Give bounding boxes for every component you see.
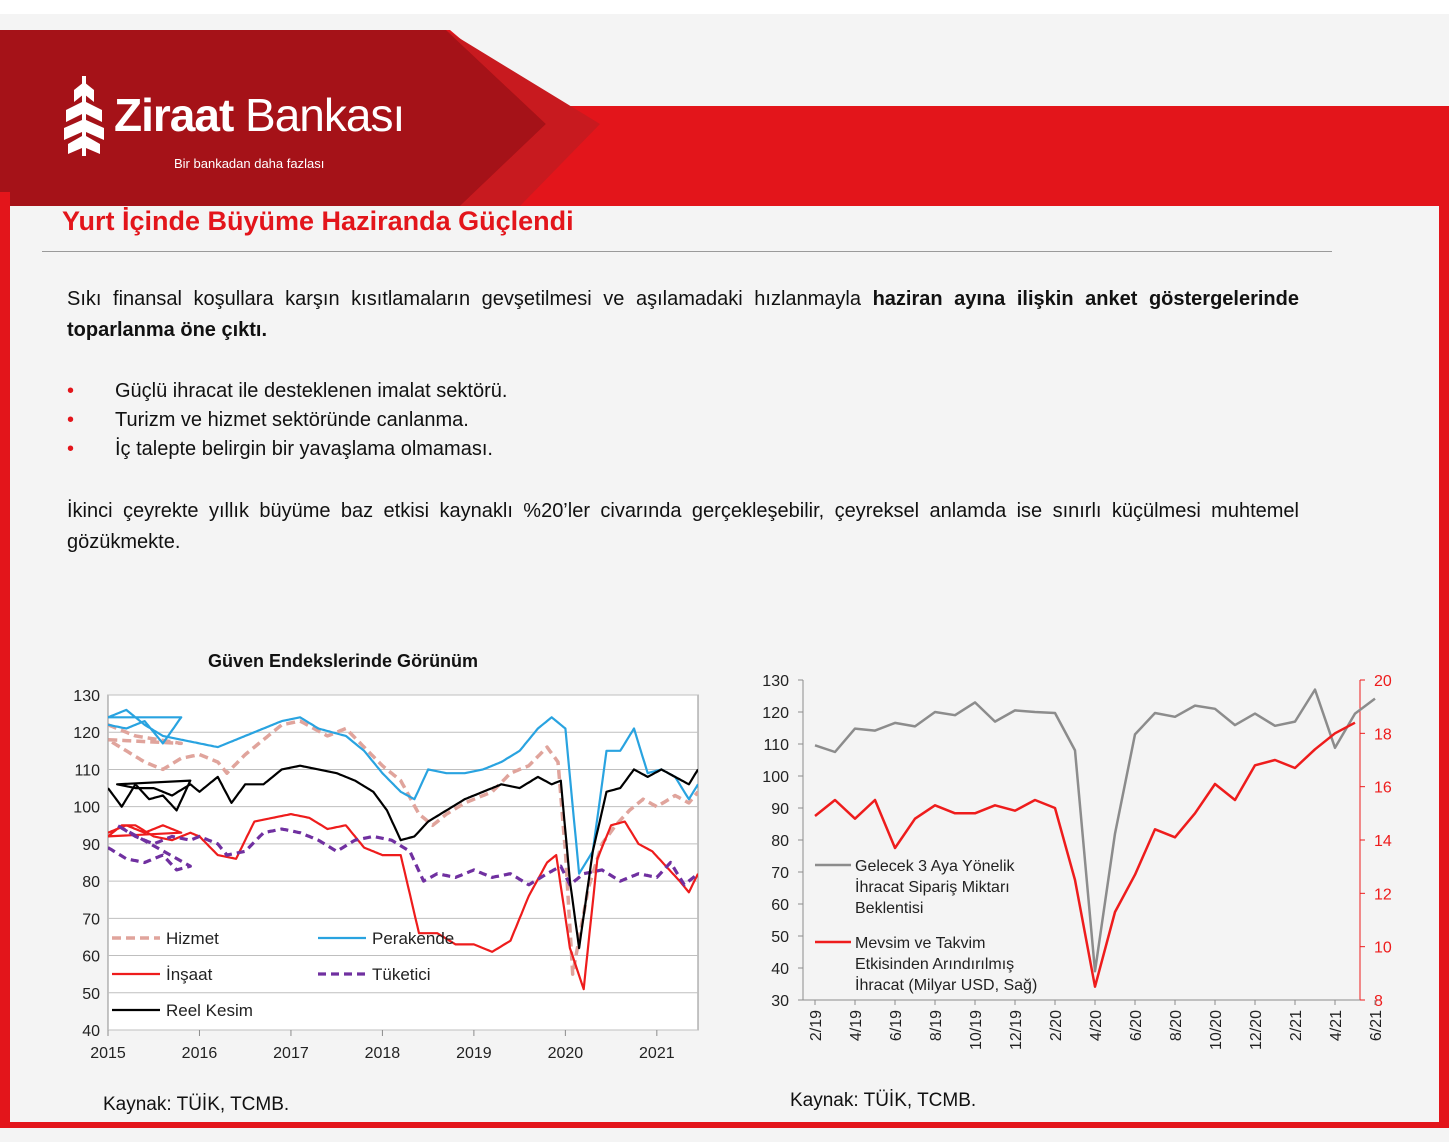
y-tick-label: 100 [73,799,100,817]
legend-label: Reel Kesim [166,1001,253,1020]
legend-label [855,935,1037,994]
y-left-tick-label: 30 [771,993,789,1010]
y-tick-label: 90 [82,836,100,854]
x-tick-label: 2016 [181,1045,218,1062]
brand-name: Ziraat Bankası [114,89,405,141]
x-tick-label: 6/19 [888,1010,905,1042]
border-right [1439,192,1449,1128]
y-right-tick-label: 12 [1374,886,1392,904]
export-chart [745,666,1435,1090]
x-tick-label: 2021 [639,1045,675,1062]
y-tick-label: 110 [74,762,100,780]
x-tick-label: 4/20 [1088,1010,1105,1042]
source-note-right: Kaynak: TÜİK, TCMB. [790,1090,977,1111]
intro-highlight: haziran ayına ilişkin anket göstergelerinde toparlanma öne çıktı. [67,288,1299,341]
list-item: • Turizm ve hizmet sektöründe canlanma. [67,406,507,435]
y-tick-label: 60 [82,948,100,966]
x-tick-label: 4/19 [848,1010,865,1042]
x-tick-label: 2020 [547,1045,584,1062]
legend-label-line: Mevsim ve Takvim [855,935,986,952]
x-tick-label: 12/19 [1008,1010,1025,1051]
y-right-tick-label: 8 [1374,993,1383,1010]
series-line-export-expectations [815,690,1375,972]
y-tick-label: 50 [82,985,100,1003]
legend-label-line: İhracat Sipariş Miktarı [855,879,1010,896]
x-tick-label: 4/21 [1328,1010,1345,1042]
x-tick-label: 6/21 [1368,1010,1385,1042]
x-tick-label: 2/20 [1048,1010,1065,1042]
y-left-tick-label: 100 [762,769,789,786]
legend-label [855,858,1016,917]
x-tick-label: 2/19 [808,1010,825,1042]
y-tick-label: 70 [82,911,100,929]
y-right-tick-label: 20 [1374,673,1392,690]
list-item: • İç talepte belirgin bir yavaşlama olmaması. [67,435,507,464]
y-left-tick-label: 50 [771,929,789,946]
legend-label-line: Etkisinden Arındırılmış [855,956,1015,973]
y-left-tick-label: 120 [762,705,789,722]
y-left-tick-label: 130 [762,673,789,690]
title-divider [42,251,1332,252]
bullet-marker: • [67,380,75,402]
y-left-tick-label: 40 [771,961,789,978]
x-tick-label: 2/21 [1288,1010,1305,1042]
y-left-tick-label: 90 [771,801,789,818]
x-tick-label: 8/20 [1168,1010,1185,1042]
y-left-tick-label: 110 [763,737,789,754]
legend-label-line: Gelecek 3 Aya Yönelik [855,858,1015,875]
border-left [0,192,10,1128]
brand-tagline: Bir bankadan daha fazlası [174,156,325,171]
wheat-logo-icon [62,72,106,158]
legend-label: İnşaat [166,965,213,984]
list-item: • Güçlü ihracat ile desteklenen imalat sektörü. [67,377,507,406]
x-tick-label: 10/20 [1208,1010,1225,1051]
legend-label: Perakende [372,929,455,948]
border-bottom [0,1122,1449,1128]
x-tick-label: 2015 [90,1045,126,1062]
y-tick-label: 80 [82,874,100,892]
y-left-tick-label: 80 [771,833,789,850]
page-title: Yurt İçinde Büyüme Haziranda Güçlendi [62,206,574,236]
legend-label-line: İhracat (Milyar USD, Sağ) [855,977,1038,994]
y-tick-label: 120 [73,725,100,743]
chart-title-confidence: Güven Endekslerinde Görünüm [208,651,479,671]
y-right-tick-label: 18 [1374,726,1392,744]
y-right-tick-label: 10 [1374,939,1392,957]
y-right-tick-label: 16 [1374,779,1392,797]
y-tick-label: 130 [73,688,100,705]
x-tick-label: 2019 [456,1045,492,1062]
legend-label: Tüketici [372,965,431,984]
legend-label-line: Beklentisi [855,900,924,917]
intro-text: Sıkı finansal koşullara karşın kısıtlamaların gevşetilmesi ve aşılamadaki hızlanmayla [67,288,873,310]
confidence-chart [50,680,710,1070]
y-tick-label: 40 [82,1023,100,1040]
x-tick-label: 10/19 [968,1010,985,1051]
x-tick-label: 2017 [273,1045,309,1062]
y-right-tick-label: 14 [1374,833,1392,850]
legend-label: Hizmet [166,929,219,948]
x-tick-label: 6/20 [1128,1010,1145,1042]
x-tick-label: 12/20 [1248,1010,1265,1051]
bullet-marker: • [67,409,75,431]
intro-paragraph [67,284,1299,346]
source-note-left: Kaynak: TÜİK, TCMB. [103,1094,290,1115]
x-tick-label: 8/19 [928,1010,945,1042]
x-tick-label: 2018 [364,1045,401,1062]
y-left-tick-label: 60 [771,897,789,914]
bullet-marker: • [67,438,75,460]
closing-paragraph: İkinci çeyrekte yıllık büyüme baz etkisi kaynaklı %20’ler civarında gerçekleşebilir, çeyreksel anlamda ise sınırlı küçülmesi muhtemel gözükmekte. [67,500,1299,553]
y-left-tick-label: 70 [771,865,789,882]
bullet-list [67,377,507,464]
